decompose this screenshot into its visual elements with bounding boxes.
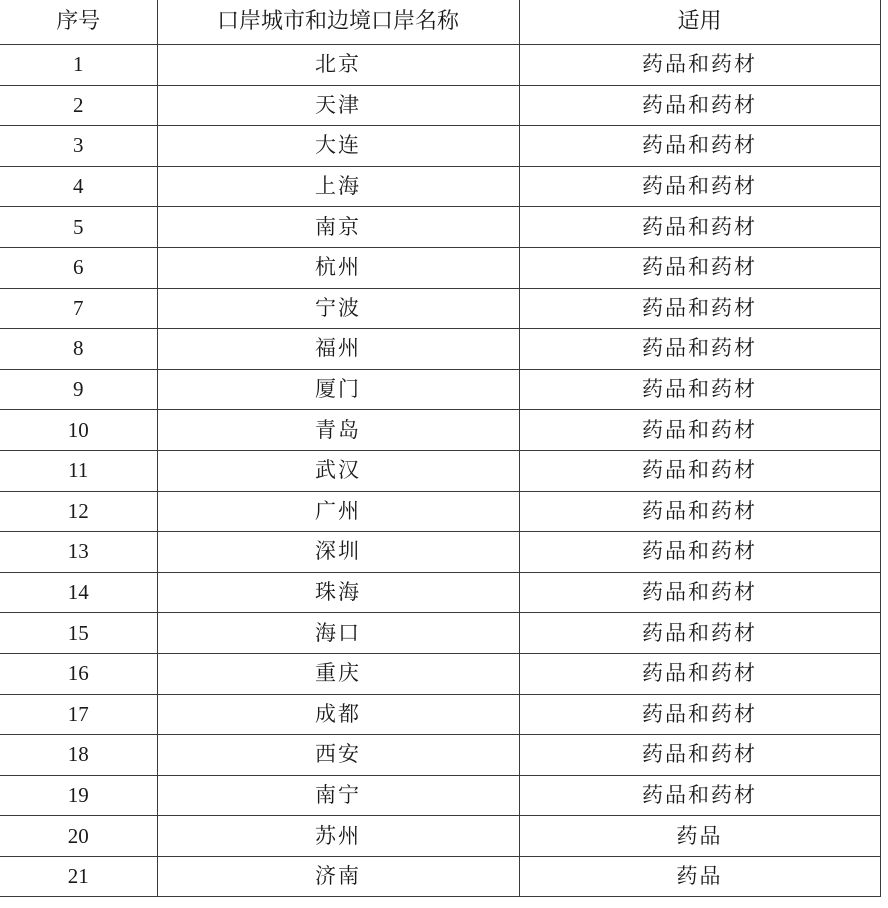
- table-row: [0, 207, 880, 248]
- cell-applicable: 药品和药材: [519, 85, 880, 126]
- table-row: [0, 532, 880, 573]
- cell-applicable: 药品和药材: [519, 572, 880, 613]
- header-serial-number: 序号: [0, 0, 157, 45]
- cell-port-name: 重庆: [157, 653, 519, 694]
- cell-applicable: 药品和药材: [519, 735, 880, 776]
- cell-serial-number: 3: [0, 126, 157, 167]
- table-row: [0, 735, 880, 776]
- cell-port-name: 杭州: [157, 247, 519, 288]
- cell-port-name: 武汉: [157, 450, 519, 491]
- table-row: [0, 694, 880, 735]
- cell-applicable: 药品和药材: [519, 613, 880, 654]
- table-header-row: [0, 0, 880, 45]
- table-row: [0, 369, 880, 410]
- table-row: [0, 491, 880, 532]
- cell-serial-number: 13: [0, 532, 157, 573]
- cell-serial-number: 8: [0, 329, 157, 370]
- table-row: [0, 247, 880, 288]
- table-row: [0, 288, 880, 329]
- cell-port-name: 广州: [157, 491, 519, 532]
- cell-applicable: 药品: [519, 856, 880, 897]
- cell-serial-number: 20: [0, 816, 157, 857]
- cell-serial-number: 16: [0, 653, 157, 694]
- header-applicable: 适用: [519, 0, 880, 45]
- cell-serial-number: 2: [0, 85, 157, 126]
- cell-applicable: 药品和药材: [519, 288, 880, 329]
- cell-port-name: 上海: [157, 166, 519, 207]
- cell-port-name: 大连: [157, 126, 519, 167]
- cell-applicable: 药品和药材: [519, 410, 880, 451]
- cell-port-name: 天津: [157, 85, 519, 126]
- cell-serial-number: 11: [0, 450, 157, 491]
- table-row: [0, 450, 880, 491]
- cell-serial-number: 9: [0, 369, 157, 410]
- cell-port-name: 西安: [157, 735, 519, 776]
- cell-serial-number: 17: [0, 694, 157, 735]
- table-row: [0, 775, 880, 816]
- cell-port-name: 厦门: [157, 369, 519, 410]
- cell-applicable: 药品和药材: [519, 369, 880, 410]
- cell-port-name: 成都: [157, 694, 519, 735]
- cell-serial-number: 1: [0, 45, 157, 86]
- cell-serial-number: 18: [0, 735, 157, 776]
- cell-applicable: 药品和药材: [519, 653, 880, 694]
- cell-port-name: 青岛: [157, 410, 519, 451]
- cell-applicable: 药品和药材: [519, 491, 880, 532]
- cell-port-name: 珠海: [157, 572, 519, 613]
- cell-port-name: 海口: [157, 613, 519, 654]
- cell-applicable: 药品和药材: [519, 450, 880, 491]
- header-port-name: 口岸城市和边境口岸名称: [157, 0, 519, 45]
- cell-serial-number: 19: [0, 775, 157, 816]
- cell-applicable: 药品和药材: [519, 532, 880, 573]
- cell-port-name: 南宁: [157, 775, 519, 816]
- cell-applicable: 药品和药材: [519, 775, 880, 816]
- table-row: [0, 856, 880, 897]
- cell-applicable: 药品和药材: [519, 45, 880, 86]
- table-row: [0, 126, 880, 167]
- cell-port-name: 南京: [157, 207, 519, 248]
- cell-applicable: 药品和药材: [519, 694, 880, 735]
- cell-serial-number: 4: [0, 166, 157, 207]
- cell-serial-number: 5: [0, 207, 157, 248]
- cell-serial-number: 15: [0, 613, 157, 654]
- cell-serial-number: 12: [0, 491, 157, 532]
- cell-serial-number: 21: [0, 856, 157, 897]
- cell-port-name: 宁波: [157, 288, 519, 329]
- cell-serial-number: 10: [0, 410, 157, 451]
- table-row: [0, 410, 880, 451]
- cell-serial-number: 6: [0, 247, 157, 288]
- cell-port-name: 北京: [157, 45, 519, 86]
- table-row: [0, 166, 880, 207]
- table-row: [0, 572, 880, 613]
- cell-applicable: 药品和药材: [519, 329, 880, 370]
- cell-applicable: 药品: [519, 816, 880, 857]
- table-row: [0, 85, 880, 126]
- cell-applicable: 药品和药材: [519, 247, 880, 288]
- cell-port-name: 福州: [157, 329, 519, 370]
- cell-port-name: 济南: [157, 856, 519, 897]
- table-body: [0, 45, 880, 897]
- table-row: [0, 816, 880, 857]
- cell-applicable: 药品和药材: [519, 126, 880, 167]
- cell-applicable: 药品和药材: [519, 166, 880, 207]
- table-row: [0, 653, 880, 694]
- table-row: [0, 45, 880, 86]
- cell-serial-number: 14: [0, 572, 157, 613]
- cell-port-name: 苏州: [157, 816, 519, 857]
- cell-port-name: 深圳: [157, 532, 519, 573]
- table-row: [0, 613, 880, 654]
- table-row: [0, 329, 880, 370]
- cell-applicable: 药品和药材: [519, 207, 880, 248]
- cell-serial-number: 7: [0, 288, 157, 329]
